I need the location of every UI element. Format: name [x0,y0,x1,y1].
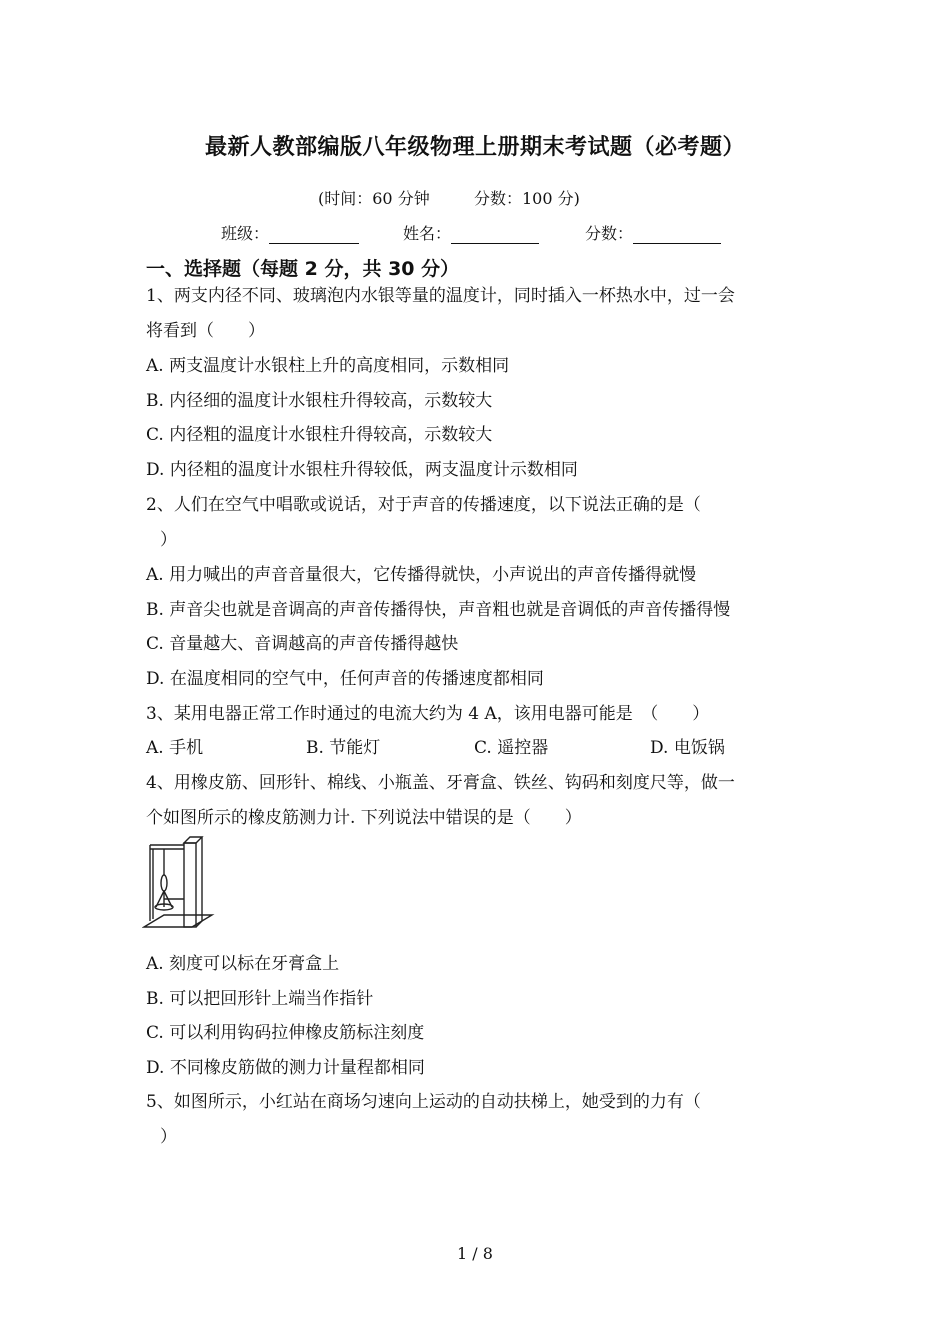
q4-stem-line2: 个如图所示的橡皮筋测力计. 下列说法中错误的是（ ） [146,808,582,828]
q2-stem-line2: ） [160,530,177,550]
class-field [221,221,359,244]
q3-stem: 3、某用电器正常工作时通过的电流大约为 4 A，该用电器可能是 （ ） [146,704,710,724]
q4-option-b: B. 可以把回形针上端当作指针 [146,989,374,1009]
q3-option-b: B. 节能灯 [306,738,381,758]
name-label: 姓名： [403,224,452,243]
q4-stem-line1: 4、用橡皮筋、回形针、棉线、小瓶盖、牙膏盒、铁丝、钩码和刻度尺等，做一 [146,773,735,793]
q2-stem-line1: 2、人们在空气中唱歌或说话，对于声音的传播速度，以下说法正确的是（ [146,495,701,515]
q4-option-a: A. 刻度可以标在牙膏盒上 [146,954,340,974]
class-label: 班级： [221,224,270,243]
score-field [585,221,721,244]
section-heading: 一、选择题（每题 2 分，共 30 分） [146,258,460,280]
score-blank[interactable] [633,225,721,244]
page-number: 1 / 8 [457,1244,493,1263]
class-blank[interactable] [269,225,359,244]
q1-option-b: B. 内径细的温度计水银柱升得较高，示数较大 [146,391,493,411]
name-field [403,221,539,244]
q5-stem-line2: ） [160,1127,177,1147]
name-blank[interactable] [451,225,539,244]
q4-option-c: C. 可以利用钩码拉伸橡皮筋标注刻度 [146,1023,425,1043]
q1-stem-line1: 1、两支内径不同、玻璃泡内水银等量的温度计，同时插入一杯热水中，过一会 [146,286,735,306]
score-label: 分数： [585,224,634,243]
q5-stem-line1: 5、如图所示，小红站在商场匀速向上运动的自动扶梯上，她受到的力有（ [146,1092,701,1112]
q2-option-c: C. 音量越大、音调越高的声音传播得越快 [146,634,459,654]
q2-option-d: D. 在温度相同的空气中，任何声音的传播速度都相同 [146,669,544,689]
q2-option-b: B. 声音尖也就是音调高的声音传播得快，声音粗也就是音调低的声音传播得慢 [146,600,731,620]
q1-option-d: D. 内径粗的温度计水银柱升得较低，两支温度计示数相同 [146,460,578,480]
q4-option-d: D. 不同橡皮筋做的测力计量程都相同 [146,1058,425,1078]
page-title: 最新人教部编版八年级物理上册期末考试题（必考题） [204,135,745,160]
rubber-band-force-meter-figure [142,835,218,935]
q2-option-a: A. 用力喊出的声音音量很大，它传播得就快，小声说出的声音传播得就慢 [146,565,697,585]
exam-total-score: 分数：100 分) [474,189,580,208]
q3-option-a: A. 手机 [146,738,204,758]
q3-option-c: C. 遥控器 [474,738,549,758]
exam-time: (时间：60 分钟 [318,189,430,208]
q1-option-a: A. 两支温度计水银柱上升的高度相同，示数相同 [146,356,510,376]
q1-stem-line2: 将看到（ ） [146,321,265,341]
q1-option-c: C. 内径粗的温度计水银柱升得较高，示数较大 [146,425,493,445]
q3-option-d: D. 电饭锅 [650,738,725,758]
